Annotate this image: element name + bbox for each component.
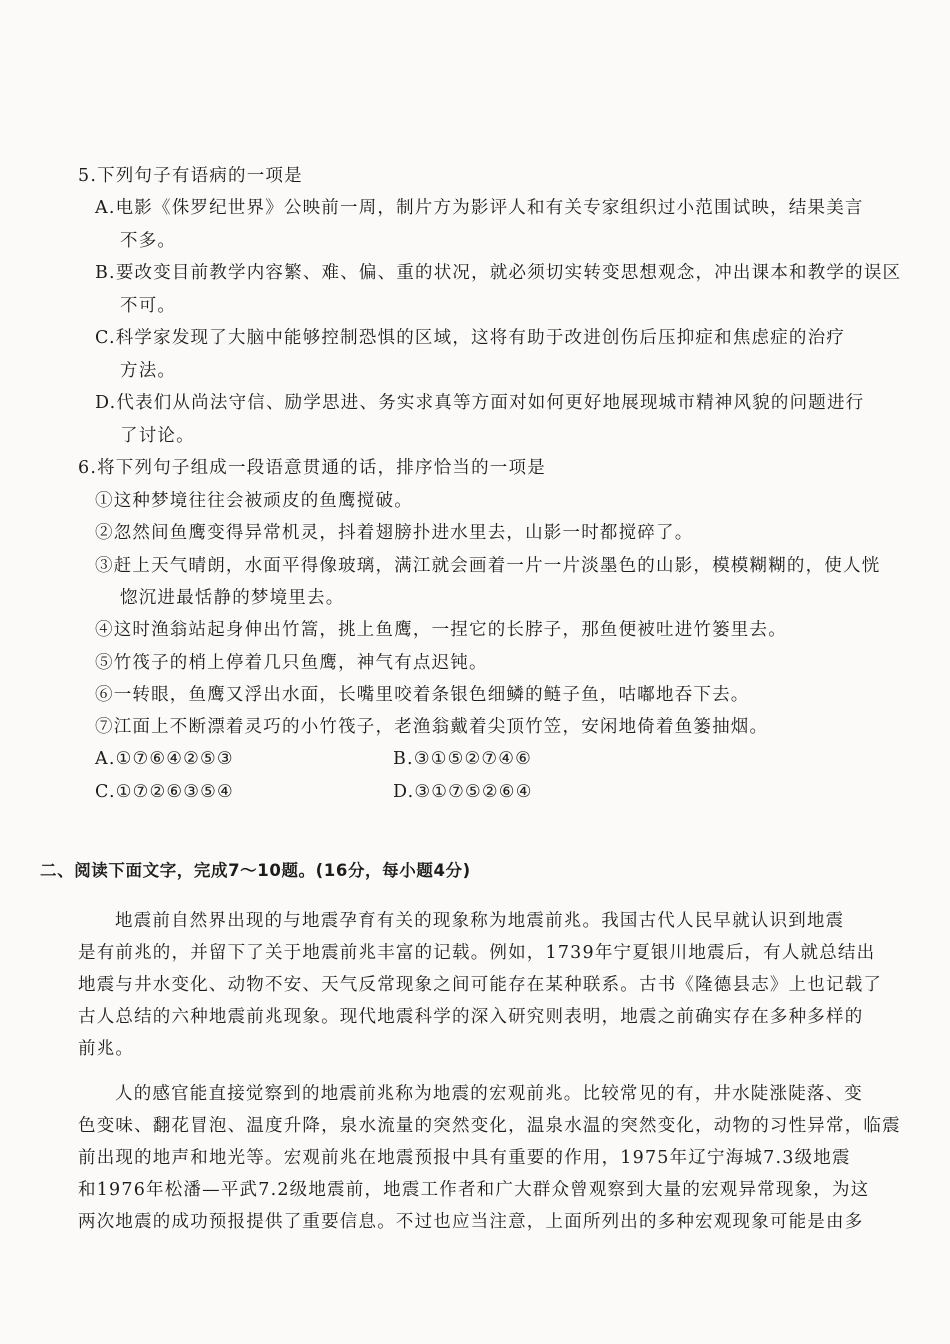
q6-sentence-1: ①这种梦境往往会被顽皮的鱼鹰搅破。	[95, 491, 413, 511]
q5-option-a-line2: 不多。	[120, 231, 177, 251]
q6-option-d: D.③①⑦⑤②⑥④	[393, 782, 533, 802]
q5-option-b-line1: B.要改变目前教学内容繁、难、偏、重的状况，就必须切实转变思想观念，冲出课本和教学的误区	[95, 263, 902, 283]
q6-sentence-6: ⑥一转眼，鱼鹰又浮出水面，长嘴里咬着条银色细鳞的鲢子鱼，咕嘟地吞下去。	[95, 685, 750, 705]
passage-p1-line5: 前兆。	[78, 1039, 135, 1059]
passage-p2-line2: 色变味、翻花冒泡、温度升降，泉水流量的突然变化，温泉水温的突然变化，动物的习性异常，临震	[78, 1116, 901, 1136]
q6-sentence-4: ④这时渔翁站起身伸出竹篙，挑上鱼鹰，一捏它的长脖子，那鱼便被吐进竹篓里去。	[95, 620, 787, 640]
q5-option-d-line2: 了讨论。	[120, 426, 195, 446]
section-heading: 二、阅读下面文字，完成7～10题。(16分，每小题4分)	[40, 861, 471, 880]
q6-sentence-7: ⑦江面上不断漂着灵巧的小竹筏子，老渔翁戴着尖顶竹笠，安闲地倚着鱼篓抽烟。	[95, 717, 769, 737]
q6-sentence-5: ⑤竹筏子的梢上停着几只鱼鹰，神气有点迟钝。	[95, 653, 488, 673]
q6-option-a: A.①⑦⑥④②⑤③	[95, 749, 234, 769]
passage-p1-line3: 地震与井水变化、动物不安、天气反常现象之间可能存在某种联系。古书《隆德县志》上也记载了	[78, 975, 883, 995]
passage-p1-line1: 地震前自然界出现的与地震孕育有关的现象称为地震前兆。我国古代人民早就认识到地震	[115, 911, 845, 931]
q5-option-d-line1: D.代表们从尚法守信、励学思进、务实求真等方面对如何更好地展现城市精神风貌的问题进行	[95, 393, 865, 413]
q5-stem: 5.下列句子有语病的一项是	[78, 166, 303, 186]
passage-p1-line2: 是有前兆的，并留下了关于地震前兆丰富的记载。例如，1739年宁夏银川地震后，有人就总结出	[78, 943, 876, 963]
q6-sentence-3-line2: 惚沉进最恬静的梦境里去。	[120, 588, 345, 608]
q5-option-b-line2: 不可。	[120, 296, 177, 316]
passage-p1-line4: 古人总结的六种地震前兆现象。现代地震科学的深入研究则表明，地震之前确实存在多种多样的	[78, 1007, 864, 1027]
passage-p2-line5: 两次地震的成功预报提供了重要信息。不过也应当注意，上面所列出的多种宏观现象可能是由多	[78, 1212, 864, 1232]
passage-p2-line3: 前出现的地声和地光等。宏观前兆在地震预报中具有重要的作用，1975年辽宁海城7.3级地震	[78, 1148, 851, 1168]
q6-option-c: C.①⑦②⑥③⑤④	[95, 782, 234, 802]
q5-option-a-line1: A.电影《侏罗纪世界》公映前一周，制片方为影评人和有关专家组织过小范围试映，结果美言	[95, 198, 864, 218]
q5-option-c-line2: 方法。	[120, 361, 177, 381]
q6-sentence-3-line1: ③赶上天气晴朗，水面平得像玻璃，满江就会画着一片一片淡墨色的山影，模模糊糊的，使人恍	[95, 556, 881, 576]
passage-p2-line4: 和1976年松潘—平武7.2级地震前，地震工作者和广大群众曾观察到大量的宏观异常现象，为这	[78, 1180, 870, 1200]
q6-stem: 6.将下列句子组成一段语意贯通的话，排序恰当的一项是	[78, 458, 546, 478]
q5-option-c-line1: C.科学家发现了大脑中能够控制恐惧的区域，这将有助于改进创伤后压抑症和焦虑症的治疗	[95, 328, 846, 348]
passage-p2-line1: 人的感官能直接觉察到的地震前兆称为地震的宏观前兆。比较常见的有，井水陡涨陡落、变	[115, 1084, 863, 1104]
q6-sentence-2: ②忽然间鱼鹰变得异常机灵，抖着翅膀扑进水里去，山影一时都搅碎了。	[95, 523, 694, 543]
q6-option-b: B.③①⑤②⑦④⑥	[393, 749, 533, 769]
